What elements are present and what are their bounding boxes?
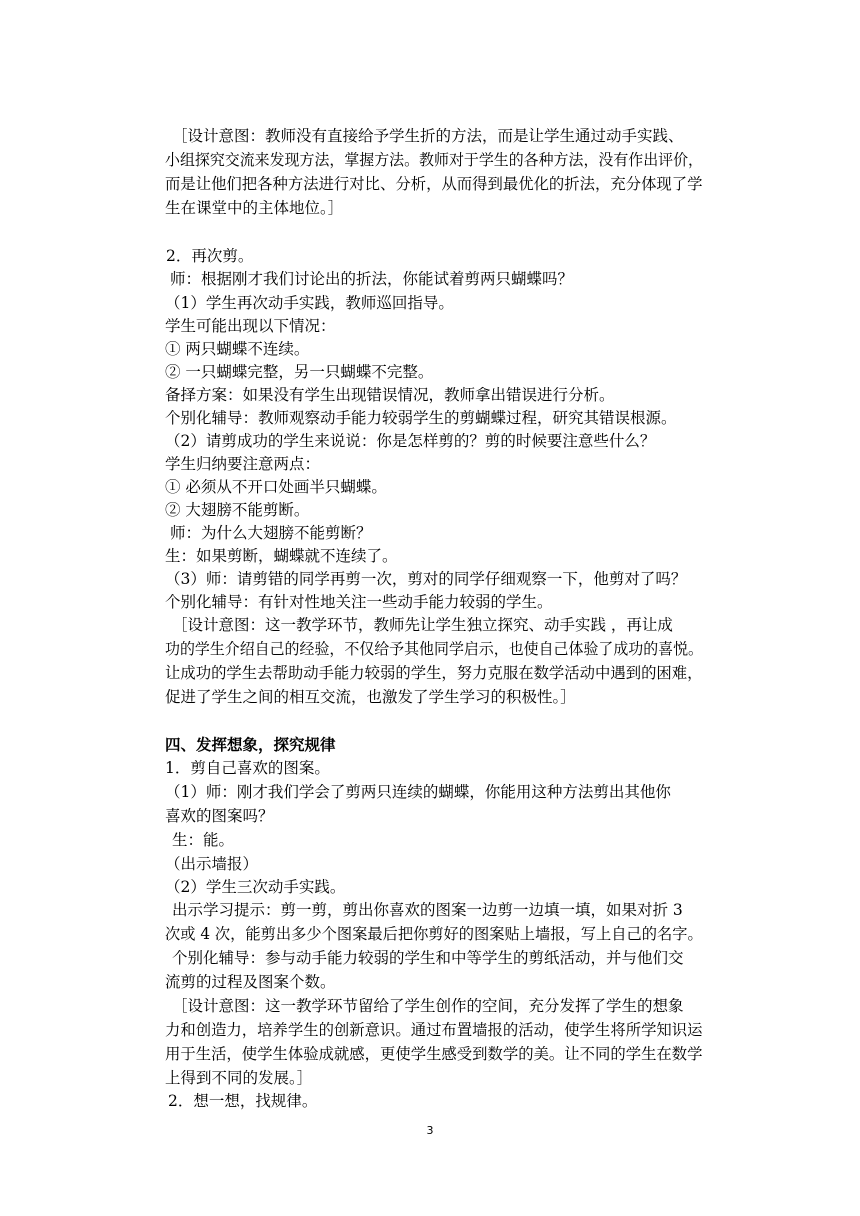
text-line: 2．想一想，找规律。 bbox=[168, 1092, 318, 1110]
text-line: ② 大翅膀不能剪断。 bbox=[165, 501, 310, 519]
text-line: 个别化辅导：有针对性地关注一些动手能力较弱的学生。 bbox=[165, 593, 553, 611]
text-line: （1）学生再次动手实践，教师巡回指导。 bbox=[165, 294, 454, 312]
text-line: 学生归纳要注意两点： bbox=[165, 455, 321, 473]
text-line: 而是让他们把各种方法进行对比、分析，从而得到最优化的折法，充分体现了学 bbox=[165, 175, 703, 193]
text-line: ② 一只蝴蝶完整，另一只蝴蝶不完整。 bbox=[165, 363, 434, 381]
text-line: 四、发挥想象，探究规律 bbox=[165, 735, 336, 754]
text-line: 师：根据刚才我们讨论出的折法，你能试着剪两只蝴蝶吗？ bbox=[170, 270, 574, 288]
text-line: ［设计意图：这一教学环节，教师先让学生独立探究、动手实践 ，再让成 bbox=[172, 616, 673, 634]
text-line: 出示学习提示：剪一剪，剪出你喜欢的图案一边剪一边填一填，如果对折 3 bbox=[172, 901, 683, 919]
page-number: 3 bbox=[426, 1124, 434, 1137]
text-line: 生：如果剪断，蝴蝶就不连续了。 bbox=[165, 547, 398, 565]
text-line: 用于生活，使学生体验成就感，更使学生感受到数学的美。让不同的学生在数学 bbox=[165, 1045, 703, 1063]
text-line: 师：为什么大翅膀不能剪断？ bbox=[170, 524, 372, 542]
text-line: 小组探究交流来发现方法，掌握方法。教师对于学生的各种方法，没有作出评价， bbox=[165, 151, 704, 169]
text-line: ① 两只蝴蝶不连续。 bbox=[165, 340, 310, 358]
text-line: 个别化辅导：教师观察动手能力较弱学生的剪蝴蝶过程，研究其错误根源。 bbox=[165, 409, 677, 427]
text-line: 1．剪自己喜欢的图案。 bbox=[165, 759, 330, 777]
text-line: ［设计意图：教师没有直接给予学生折的方法，而是让学生通过动手实践、 bbox=[172, 127, 684, 145]
text-line: （3）师：请剪错的同学再剪一次，剪对的同学仔细观察一下，他剪对了吗？ bbox=[165, 570, 687, 588]
text-line: （出示墙报） bbox=[165, 855, 259, 873]
text-line: 生在课堂中的主体地位。］ bbox=[165, 199, 344, 217]
text-line: 流剪的过程及图案个数。 bbox=[165, 973, 336, 991]
text-line: 次或 4 次，能剪出多少个图案最后把你剪好的图案贴上墙报，写上自己的名字。 bbox=[165, 925, 703, 943]
text-line: 上得到不同的发展。］ bbox=[165, 1069, 313, 1087]
text-line: ［设计意图：这一教学环节留给了学生创作的空间，充分发挥了学生的想象 bbox=[172, 997, 684, 1015]
text-line: （2）请剪成功的学生来说说：你是怎样剪的？剪的时候要注意些什么？ bbox=[165, 432, 656, 450]
text-line: 备择方案：如果没有学生出现错误情况，教师拿出错误进行分析。 bbox=[165, 386, 615, 404]
text-line: （1）师：刚才我们学会了剪两只连续的蝴蝶，你能用这种方法剪出其他你 bbox=[165, 783, 671, 801]
text-line: 学生可能出现以下情况： bbox=[165, 317, 336, 335]
text-line: 生：能。 bbox=[172, 831, 235, 849]
text-line: 个别化辅导：参与动手能力较弱的学生和中等学生的剪纸活动，并与他们交 bbox=[172, 949, 684, 967]
text-line: （2）学生三次动手实践。 bbox=[165, 878, 346, 896]
text-line: 2．再次剪。 bbox=[166, 247, 254, 265]
text-line: 促进了学生之间的相互交流，也激发了学生学习的积极性。］ bbox=[165, 688, 576, 706]
text-line: 力和创造力，培养学生的创新意识。通过布置墙报的活动，使学生将所学知识运 bbox=[165, 1021, 703, 1039]
text-line: 喜欢的图案吗？ bbox=[165, 807, 274, 825]
text-line: ① 必须从不开口处画半只蝴蝶。 bbox=[165, 478, 387, 496]
text-line: 让成功的学生去帮助动手能力较弱的学生，努力克服在数学活动中遇到的困难， bbox=[165, 664, 703, 682]
text-line: 功的学生介绍自己的经验，不仅给予其他同学启示，也使自己体验了成功的喜悦。 bbox=[165, 640, 704, 658]
